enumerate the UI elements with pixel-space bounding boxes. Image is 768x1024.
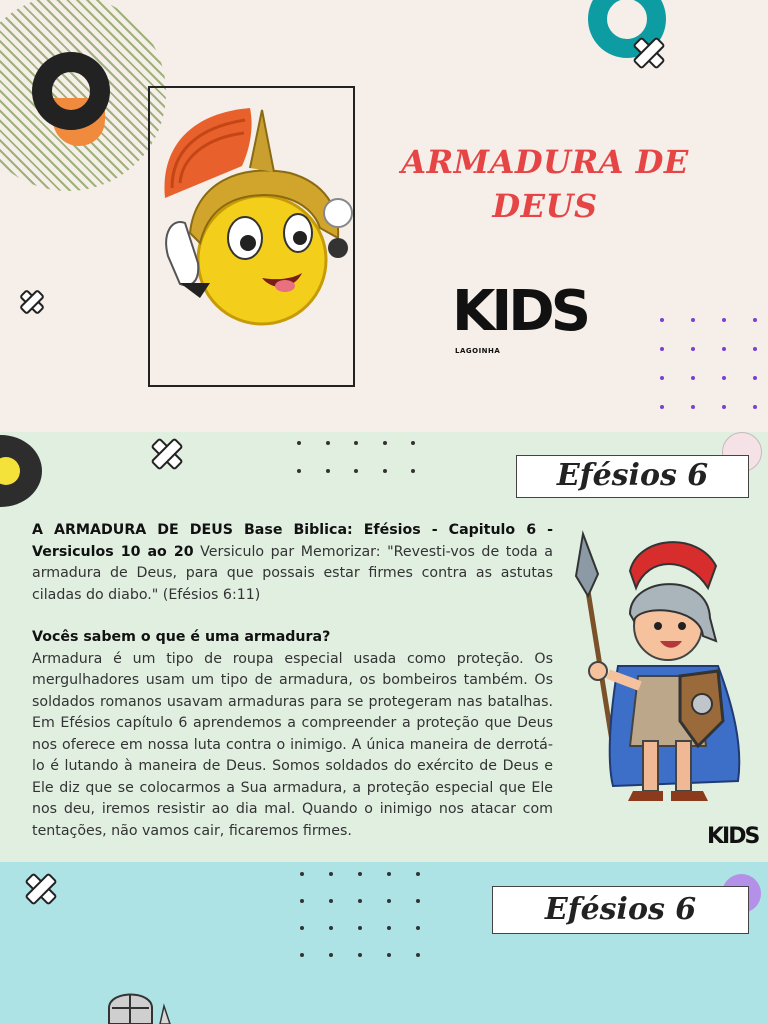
lesson-paragraph: Armadura é um tipo de roupa especial usada como proteção. Os mergulhadores usam um tipo de armadura, os bombeiros também. Os soldados romanos usavam armaduras para se protegeram nas batalhas. Em Efésios capítulo 6 aprendemos a compreender a proteção que Deus nos oferece em nossa luta contra o inimigo. A única maneira de derrotá-lo é lutando à maneira de Deus. Somos soldados do exército de Deus e Ele diz que se colocarmos a Sua armadura, a proteção especial que Ele nos deu, iremos resistir ao dia mal. Quando o inimigo nos atacar com tentações, não vamos cair, ficaremos firmes. (32, 650, 553, 839)
intro-paragraph (32, 520, 553, 606)
dot-decoration (416, 872, 420, 876)
dot-decoration (691, 318, 695, 322)
dot-decoration (753, 376, 757, 380)
next-section (0, 862, 768, 1024)
dot-decoration (660, 347, 664, 351)
dot-decoration (753, 405, 757, 409)
dot-decoration (411, 469, 415, 473)
dot-decoration (300, 872, 304, 876)
dot-decoration (387, 899, 391, 903)
dot-decoration (300, 899, 304, 903)
yellow-ring-decoration (0, 435, 42, 507)
purple-dot-grid (660, 318, 768, 432)
dot-decoration (329, 953, 333, 957)
intro-text: Versiculo par Memorizar: "Revesti-vos de toda a armadura de Deus, para que possais estar firmes contra as astutas ciladas do diabo." (Efésios 6:11) (32, 543, 553, 603)
dot-decoration (387, 953, 391, 957)
section-heading: Efésios 6 (516, 455, 749, 498)
dot-decoration (722, 318, 726, 322)
dot-decoration (300, 926, 304, 930)
dark-dot-grid (300, 872, 445, 980)
dot-decoration (660, 376, 664, 380)
dot-decoration (354, 441, 358, 445)
dot-decoration (383, 469, 387, 473)
dot-decoration (416, 926, 420, 930)
dot-decoration (326, 441, 330, 445)
dot-decoration (722, 405, 726, 409)
knight-helmet-icon (106, 984, 186, 1024)
dot-decoration (329, 899, 333, 903)
lesson-question: Vocês sabem o que é uma armadura? (32, 629, 331, 645)
dot-decoration (358, 899, 362, 903)
dot-decoration (416, 899, 420, 903)
dot-decoration (387, 872, 391, 876)
knight-illustration (106, 984, 186, 1024)
intro-bold: A ARMADURA DE DEUS Base Biblica: Efésios - Capitulo 6 - Versiculos 10 ao 20 (32, 522, 553, 560)
dot-decoration (326, 469, 330, 473)
roman-soldier-kid-icon (568, 526, 748, 816)
roman-soldier-illustration (568, 526, 748, 816)
x-mark-icon (154, 441, 180, 467)
page-title: ARMADURA DE DEUS (401, 143, 689, 225)
dot-decoration (691, 376, 695, 380)
dot-decoration (354, 469, 358, 473)
dot-decoration (387, 926, 391, 930)
dark-dot-grid (297, 441, 440, 497)
section-heading: Efésios 6 (492, 886, 749, 934)
lesson-body (32, 520, 553, 842)
dot-decoration (753, 347, 757, 351)
helmet-smiley-icon (150, 88, 353, 385)
dot-decoration (358, 872, 362, 876)
dot-decoration (411, 441, 415, 445)
x-mark-icon (22, 292, 42, 312)
dot-decoration (722, 347, 726, 351)
x-mark-icon (636, 40, 662, 66)
cover-section (0, 0, 768, 432)
dot-decoration (691, 347, 695, 351)
dot-decoration (329, 926, 333, 930)
dot-decoration (358, 953, 362, 957)
logo-subtext: LAGOINHA (455, 347, 501, 355)
dot-decoration (753, 318, 757, 322)
dot-decoration (297, 469, 301, 473)
lesson-section (0, 432, 768, 862)
dot-decoration (383, 441, 387, 445)
dot-decoration (722, 376, 726, 380)
dot-decoration (329, 872, 333, 876)
dot-decoration (416, 953, 420, 957)
dot-decoration (300, 953, 304, 957)
dot-decoration (297, 441, 301, 445)
logo-text: KIDS (452, 279, 588, 344)
dot-decoration (358, 926, 362, 930)
dot-decoration (691, 405, 695, 409)
dot-decoration (660, 318, 664, 322)
emoji-photo-frame (148, 86, 355, 387)
dot-decoration (660, 405, 664, 409)
kids-lagoinha-logo (452, 278, 612, 358)
x-mark-icon (28, 876, 54, 902)
dark-ring-decoration (32, 52, 110, 130)
kids-small-logo: KIDS (707, 824, 759, 849)
